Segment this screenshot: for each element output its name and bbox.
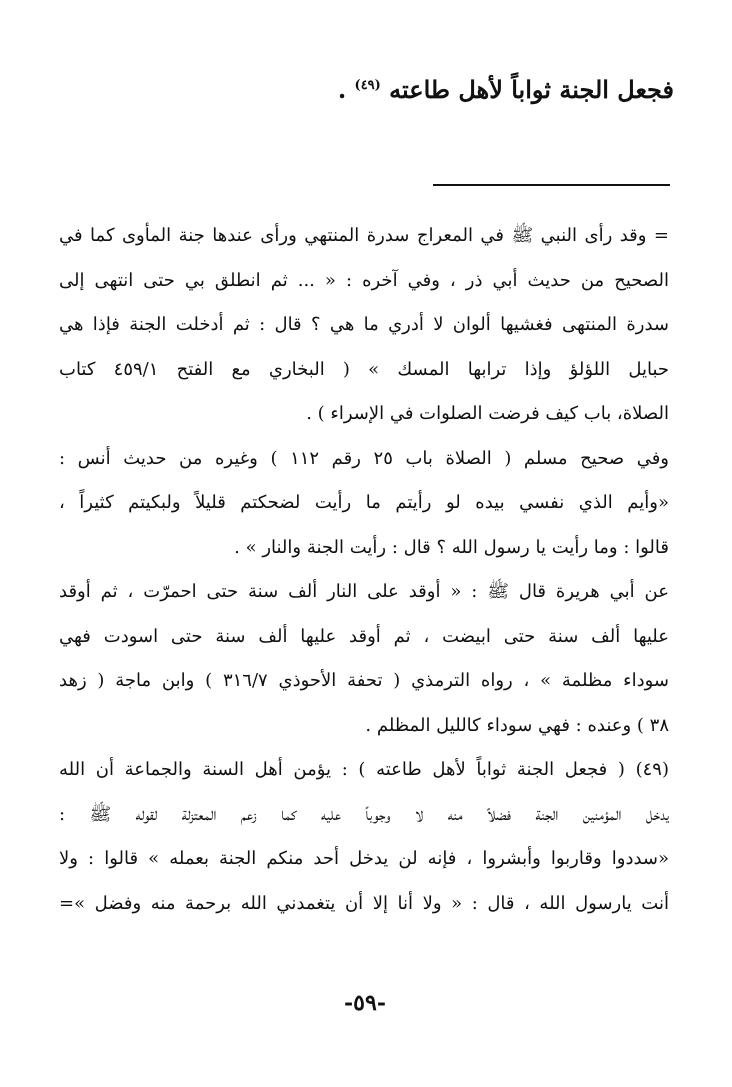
footnotes-block: [59, 214, 669, 926]
main-text-line: [54, 66, 674, 110]
footnote-line: عن أبي هريرة قال ﷺ : « أوقد على النار ألف سنة حتى احمرّت ، ثم أوقد: [59, 581, 669, 602]
footnote-line: الصلاة، باب كيف فرضت الصلوات في الإسراء ) .: [306, 403, 669, 424]
footnote-line: «سددوا وقاربوا وأبشروا ، فإنه لن يدخل أحد منكم الجنة بعمله » قالوا : ولا: [59, 848, 669, 869]
footnote-separator: [433, 184, 670, 186]
footnote-line: الصحيح من حديث أبي ذر ، وفي آخره : « ... ثم انطلق بي حتى انتهى إلى: [59, 269, 669, 291]
footnote-line: سدرة المنتهى فغشيها ألوان لا أدري ما هي ؟ قال : ثم أدخلت الجنة فإذا هي: [59, 314, 669, 335]
footnote-line: حبايل اللؤلؤ وإذا ترابها المسك » ( البخاري مع الفتح ٤٥٩/١ كتاب: [59, 358, 669, 380]
footnote-line: = وقد رأى النبي ﷺ في المعراج سدرة المنتهي ورأى عندها جنة المأوى كما في: [59, 225, 669, 246]
footnote-line: (٤٩) ( فجعل الجنة ثواباً لأهل طاعته ) : يؤمن أهل السنة والجماعة أن الله: [59, 759, 669, 780]
footnote-line: عليها ألف سنة حتى ابيضت ، ثم أوقد عليها ألف سنة حتى اسودت فهي: [59, 625, 669, 647]
footnote-line: قالوا : وما رأيت يا رسول الله ؟ قال : رأيت الجنة والنار » .: [234, 536, 669, 558]
footnote-line: أنت يارسول الله ، قال : « ولا أنا إلا أن يتغمدني الله برحمة منه وفضل »=: [59, 892, 669, 914]
footnote-line: «وأيم الذي نفسي بيده لو رأيتم ما رأيت لضحكتم قليلاً ولبكيتم كثيراً ،: [59, 492, 669, 513]
footnote-line: سوداء مظلمة » ، رواه الترمذي ( تحفة الأحوذي ٣١٦/٧ ) وابن ماجة ( زهد: [59, 670, 669, 691]
footnote-reference: (٤٩): [354, 78, 381, 93]
page-number: -٥٩-: [344, 990, 386, 1016]
footnote-line: يدخل المؤمنين الجنة فضلاً منه لا وجوباً عليه كما زعم المعتزلة لقوله ﷺ :: [59, 803, 669, 825]
main-text: فجعل الجنة ثواباً لأهل طاعته: [389, 75, 674, 104]
footnote-line: ٣٨ ) وعنده : فهي سوداء كالليل المظلم .: [365, 714, 669, 736]
main-text-period: .: [337, 75, 347, 104]
footnote-line: وفي صحيح مسلم ( الصلاة باب ٢٥ رقم ١١٢ ) وغيره من حديث أنس :: [59, 447, 669, 469]
